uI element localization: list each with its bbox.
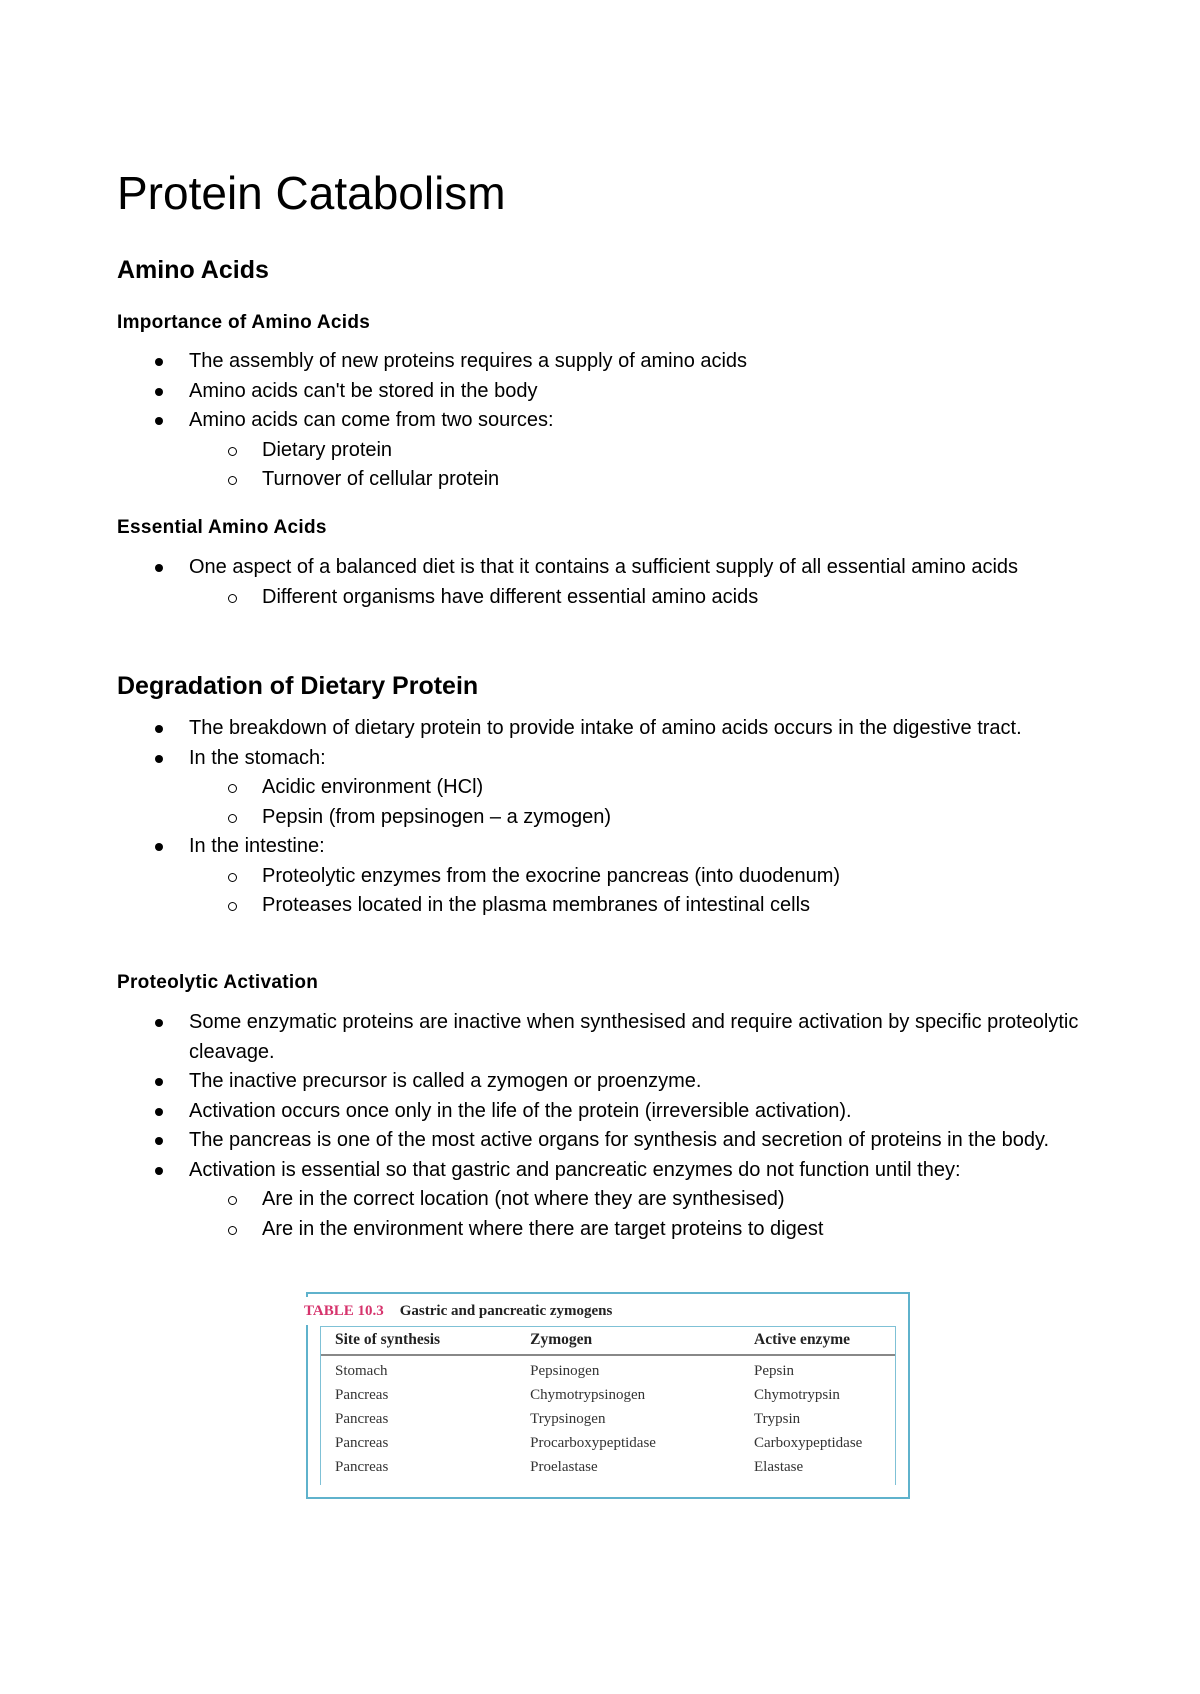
zymogen-table-figure (306, 1292, 910, 1499)
bullet-icon (155, 358, 163, 366)
bullet-icon (155, 417, 163, 425)
sub-list-item: Different organisms have different essential amino acids (117, 583, 1097, 613)
list-item: Activation occurs once only in the life of the protein (irreversible activation). (117, 1097, 1097, 1127)
heading-amino-acids: Amino Acids (117, 256, 269, 284)
hollow-bullet-icon (228, 476, 237, 485)
table-row (321, 1431, 895, 1455)
sources-sublist (117, 436, 1097, 495)
bullet-icon (155, 1108, 163, 1116)
column-header: Active enzyme (740, 1327, 895, 1355)
table-frame (320, 1326, 896, 1485)
table-cell: Pancreas (335, 1387, 389, 1403)
hollow-bullet-icon (228, 873, 237, 882)
hollow-bullet-icon (228, 902, 237, 911)
table-row (321, 1455, 895, 1479)
list-item: One aspect of a balanced diet is that it contains a sufficient supply of all essential amino acids Different organisms have different essential amino acids (117, 553, 1097, 612)
bullet-icon (155, 1019, 163, 1027)
bullet-icon (155, 1078, 163, 1086)
list-item: In the stomach: Acidic environment (HCl) Pepsin (from pepsinogen – a zymogen) (117, 744, 1097, 833)
table-cell: Chymotrypsin (754, 1387, 840, 1403)
intestine-sublist (117, 862, 1097, 921)
page-title: Protein Catabolism (117, 167, 506, 219)
bullet-icon (155, 564, 163, 572)
sub-list-item: Turnover of cellular protein (117, 465, 1097, 495)
activation-list (117, 1008, 1097, 1244)
table-cell: Chymotrypsinogen (530, 1387, 646, 1403)
hollow-bullet-icon (228, 1196, 237, 1205)
zymogen-table (321, 1327, 895, 1479)
sub-list-item: Proteolytic enzymes from the exocrine pancreas (into duodenum) (117, 862, 1097, 892)
bullet-icon (155, 1167, 163, 1175)
sub-list-item: Dietary protein (117, 436, 1097, 466)
table-cell: Trypsinogen (530, 1411, 606, 1427)
list-item: Some enzymatic proteins are inactive when synthesised and require activation by specific proteolytic cleavage. (117, 1008, 1097, 1067)
stomach-sublist (117, 773, 1097, 832)
essential-list (117, 553, 1097, 612)
table-cell: Pancreas (335, 1459, 389, 1475)
sub-list-item: Are in the environment where there are target proteins to digest (117, 1215, 1097, 1245)
column-header: Site of synthesis (321, 1327, 516, 1355)
table-cell: Pancreas (335, 1411, 389, 1427)
heading-importance: Importance of Amino Acids (117, 312, 371, 333)
list-item: In the intestine: Proteolytic enzymes from the exocrine pancreas (into duodenum) Proteases located in the plasma membranes of intestinal cells (117, 832, 1097, 921)
table-header-row (321, 1327, 895, 1355)
bullet-icon (155, 1137, 163, 1145)
heading-degradation: Degradation of Dietary Protein (117, 672, 479, 700)
degradation-list (117, 714, 1097, 921)
hollow-bullet-icon (228, 784, 237, 793)
hollow-bullet-icon (228, 814, 237, 823)
table-title: Gastric and pancreatic zymogens (399, 1303, 613, 1319)
table-cell: Stomach (335, 1363, 388, 1379)
table-row (321, 1383, 895, 1407)
sub-list-item: Proteases located in the plasma membranes of intestinal cells (117, 891, 1097, 921)
table-cell: Elastase (754, 1459, 804, 1475)
table-number: TABLE 10.3 (304, 1303, 384, 1319)
list-item: The assembly of new proteins requires a supply of amino acids (117, 347, 1097, 377)
hollow-bullet-icon (228, 594, 237, 603)
table-row (321, 1355, 895, 1383)
bullet-icon (155, 388, 163, 396)
table-row (321, 1407, 895, 1431)
essential-sublist (117, 583, 1097, 613)
table-cell: Pepsinogen (530, 1363, 600, 1379)
list-item: The inactive precursor is called a zymogen or proenzyme. (117, 1067, 1097, 1097)
bullet-icon (155, 843, 163, 851)
list-item: The breakdown of dietary protein to provide intake of amino acids occurs in the digestive tract. (117, 714, 1097, 744)
sub-list-item: Pepsin (from pepsinogen – a zymogen) (117, 803, 1097, 833)
table-cell: Trypsin (754, 1411, 801, 1427)
sub-list-item: Are in the correct location (not where they are synthesised) (117, 1185, 1097, 1215)
list-item: Amino acids can come from two sources: Dietary protein Turnover of cellular protein (117, 406, 1097, 495)
importance-list (117, 347, 1097, 495)
heading-activation: Proteolytic Activation (117, 972, 319, 993)
column-header: Zymogen (516, 1327, 740, 1355)
table-cell: Pancreas (335, 1435, 389, 1451)
list-item: Amino acids can't be stored in the body (117, 377, 1097, 407)
table-cell: Procarboxypeptidase (530, 1435, 656, 1451)
sub-list-item: Acidic environment (HCl) (117, 773, 1097, 803)
table-cell: Carboxypeptidase (754, 1435, 863, 1451)
hollow-bullet-icon (228, 1226, 237, 1235)
bullet-icon (155, 725, 163, 733)
hollow-bullet-icon (228, 447, 237, 456)
heading-essential: Essential Amino Acids (117, 517, 327, 538)
list-item: The pancreas is one of the most active organs for synthesis and secretion of proteins in the body. (117, 1126, 1097, 1156)
table-caption (298, 1297, 618, 1325)
table-cell: Proelastase (530, 1459, 598, 1475)
activation-sublist (117, 1185, 1097, 1244)
table-cell: Pepsin (754, 1363, 795, 1379)
bullet-icon (155, 755, 163, 763)
list-item: Activation is essential so that gastric and pancreatic enzymes do not function until they: Are in the correct location (not where they are synthesised) Are in the environment where there are target proteins to digest (117, 1156, 1097, 1245)
